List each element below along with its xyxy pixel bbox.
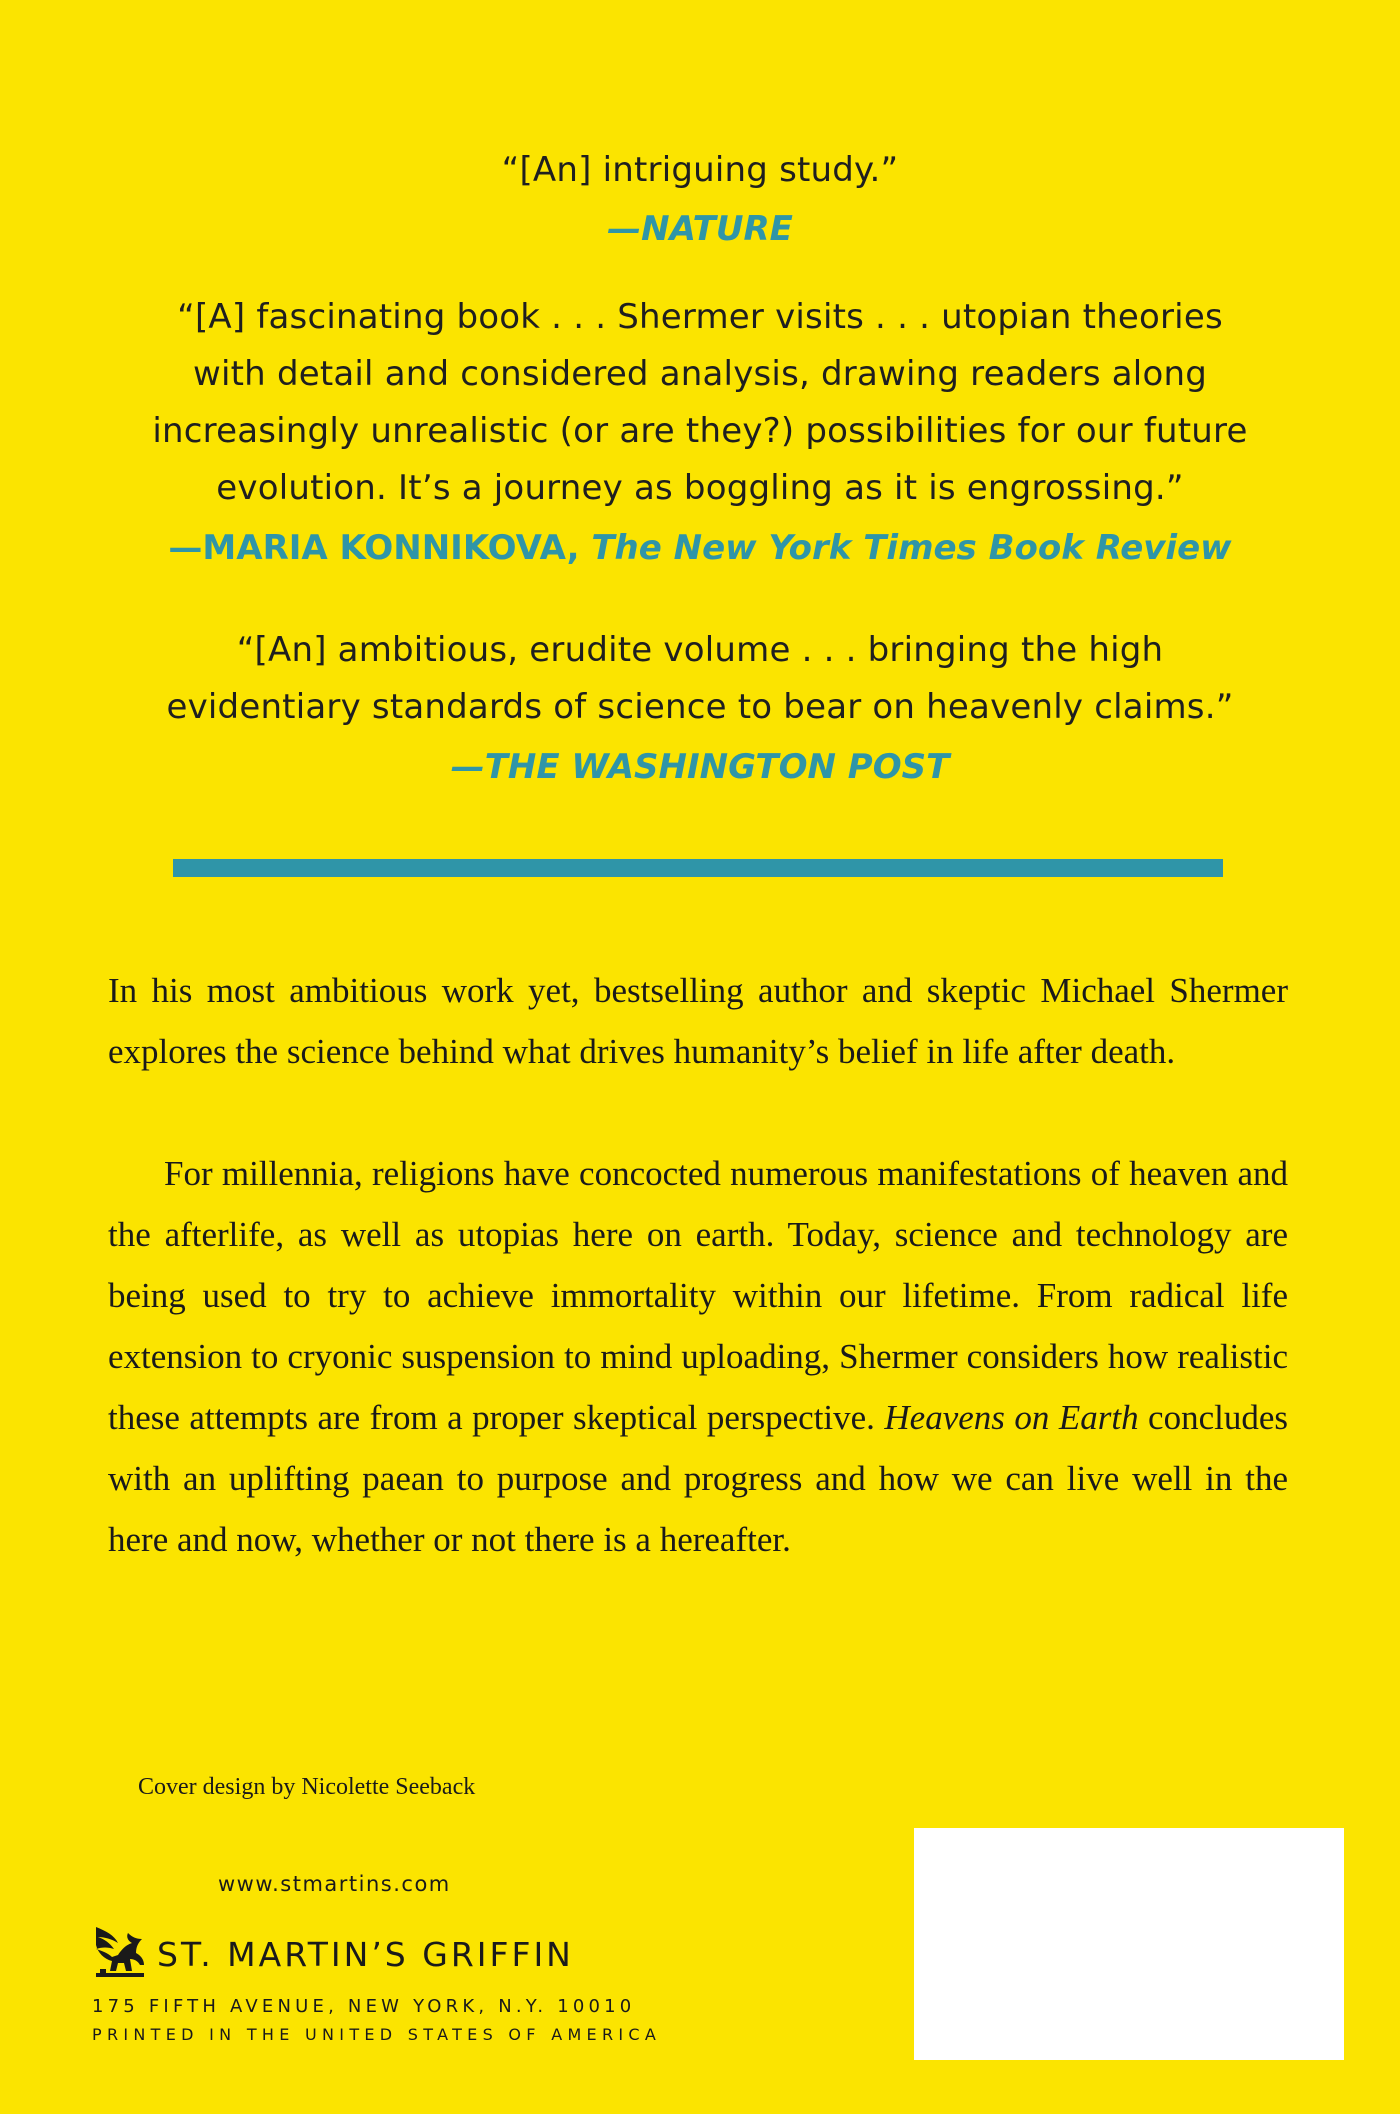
review-quote-nature: “[An] intriguing study.” (501, 150, 899, 190)
review-quote-post-line-2: evidentiary standards of science to bear on heavenly claims.” (166, 687, 1234, 727)
paragraph-2-text-after: concludes with an uplifting paean to purpose and progress and how we can live well in the here and now, whether or not there is a hereafter. (108, 1398, 1288, 1559)
publisher-website: www.stmartins.com (218, 1872, 451, 1896)
cover-design-credit: Cover design by Nicolette Seeback (138, 1774, 476, 1800)
griffin-logo-icon (88, 1925, 148, 1981)
review-attribution-konnikova (0, 520, 1400, 577)
publisher-address: 175 FIFTH AVENUE, NEW YORK, N.Y. 10010 (92, 1996, 636, 2017)
attribution-text: —THE WASHINGTON POST (450, 747, 950, 787)
review-quote-konnikova-line-1: “[A] fascinating book . . . Shermer visits . . . utopian theories (177, 297, 1223, 337)
attribution-text: —NATURE (607, 209, 793, 249)
review-attribution-post (0, 739, 1400, 796)
review-quote-konnikova-line-3: increasingly unrealistic (or are they?) possibilities for our future (152, 411, 1248, 451)
description-paragraph-2 (108, 1143, 1288, 1570)
review-quote-post-line-1: “[An] ambitious, erudite volume . . . bringing the high (236, 630, 1164, 670)
attribution-source: The New York Times Book Review (591, 528, 1232, 568)
printed-location: PRINTED IN THE UNITED STATES OF AMERICA (92, 2025, 662, 2044)
divider-bar (173, 859, 1223, 877)
attribution-name: —MARIA KONNIKOVA, (168, 528, 580, 568)
review-quote-konnikova-line-4: evolution. It’s a journey as boggling as it is engrossing.” (216, 468, 1184, 508)
book-title: Heavens on Earth (884, 1398, 1139, 1437)
review-quote-konnikova-line-2: with detail and considered analysis, drawing readers along (193, 354, 1207, 394)
barcode-area (914, 1828, 1344, 2060)
publisher-name: ST. MARTIN’S GRIFFIN (157, 1935, 574, 1974)
description-paragraph-1: In his most ambitious work yet, bestselling author and skeptic Michael Shermer explores the science behind what drives humanity’s belief in life after death. (108, 971, 1288, 1071)
review-attribution-nature (0, 201, 1400, 258)
paragraph-2-text-before: For millennia, religions have concocted numerous manifestations of heaven and the afterlife, as well as utopias here on earth. Today, science and technology are being used to try to achieve immortality within our lifetime. From radical life extension to cryonic suspension to mind uploading, Shermer considers how realistic these attempts are from a proper skeptical perspective. (108, 1154, 1288, 1437)
